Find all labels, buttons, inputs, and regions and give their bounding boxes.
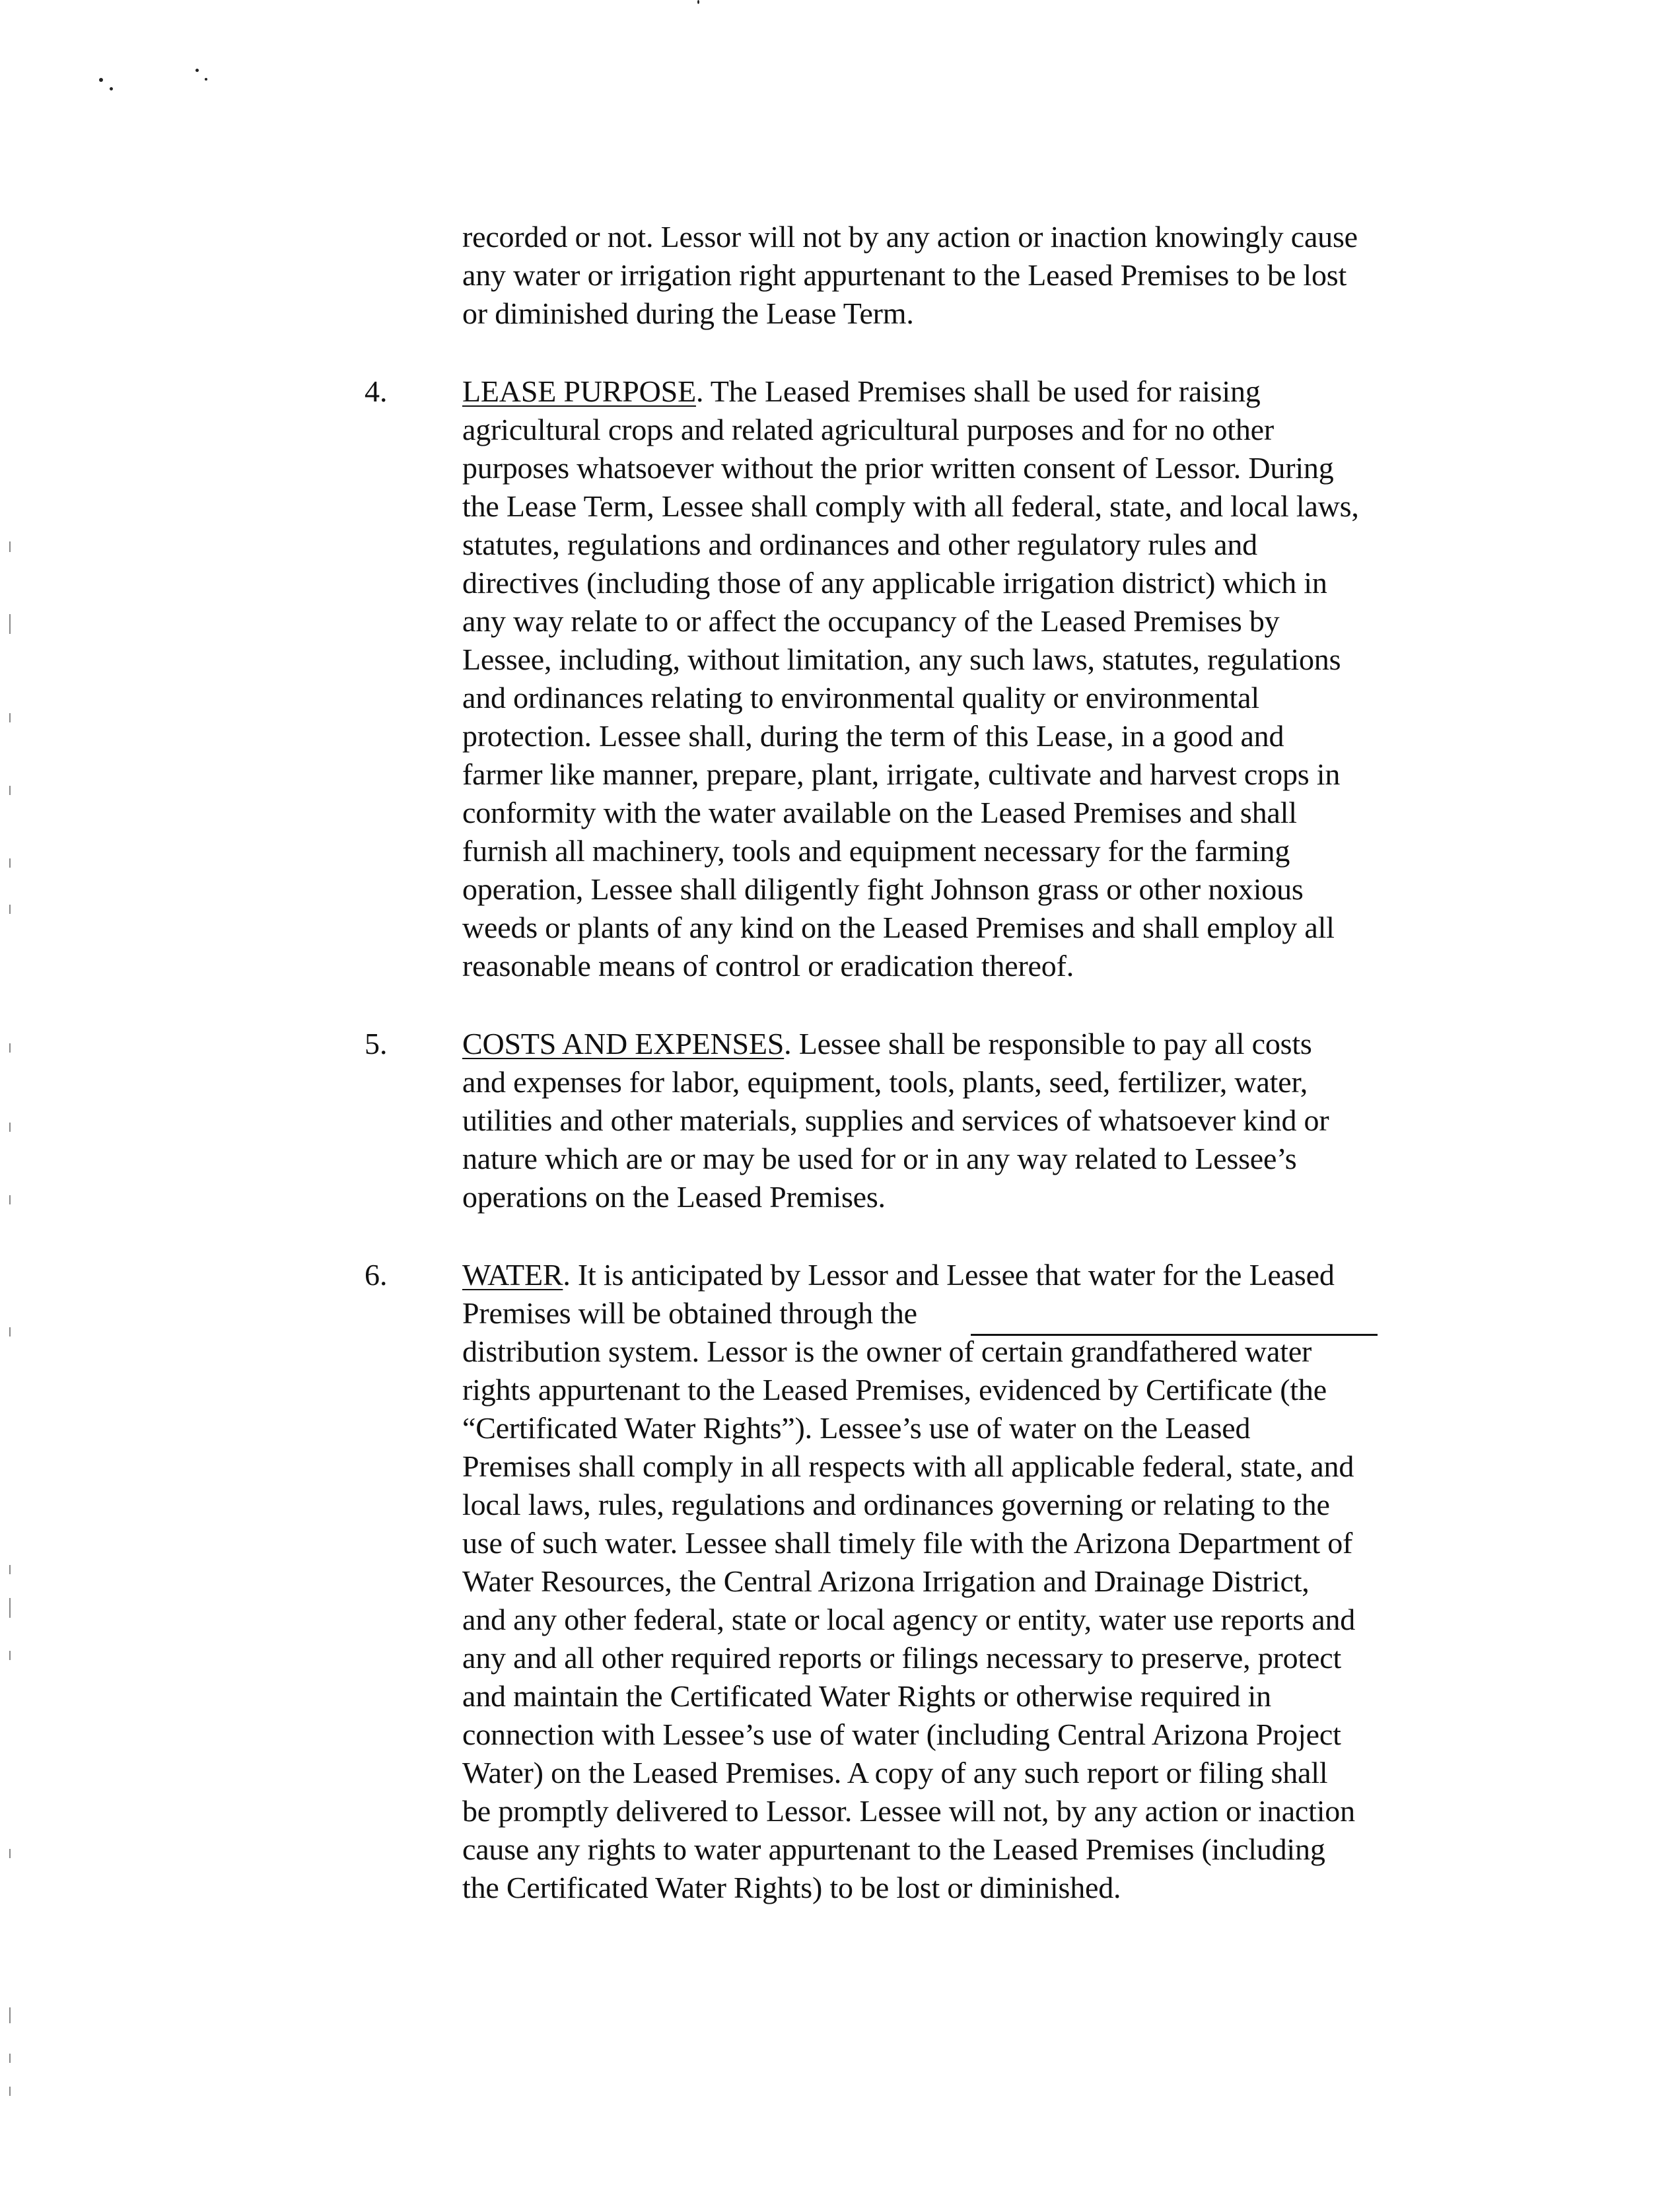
- section-line: the Lease Term, Lessee shall comply with all federal, state, and local laws,: [462, 489, 1359, 523]
- scan-edge-mark: [9, 1327, 11, 1336]
- section-line: utilities and other materials, supplies and services of whatsoever kind or: [462, 1103, 1329, 1137]
- scan-edge-mark: [9, 858, 11, 868]
- section-line-text: . It is anticipated by Lessor and Lessee that water for the Leased: [563, 1258, 1335, 1292]
- section-heading: COSTS AND EXPENSES: [462, 1027, 785, 1060]
- section-line: use of such water. Lessee shall timely file with the Arizona Department of: [462, 1526, 1353, 1560]
- scan-edge-mark: [9, 1123, 11, 1132]
- section-number: 5.: [365, 1027, 388, 1060]
- scan-edge-mark: [9, 2007, 11, 2023]
- section-line: and ordinances relating to environmental quality or environmental: [462, 681, 1259, 714]
- section-line: be promptly delivered to Lessor. Lessee will not, by any action or inaction: [462, 1794, 1355, 1828]
- scan-speck: [205, 78, 207, 81]
- section-line: reasonable means of control or eradication thereof.: [462, 949, 1074, 983]
- scan-edge-mark: [9, 2054, 11, 2063]
- section-line: the Certificated Water Rights) to be lost or diminished.: [462, 1871, 1121, 1904]
- section-line: distribution system. Lessor is the owner of certain grandfathered water: [462, 1335, 1312, 1368]
- scan-edge-mark: [9, 1565, 11, 1574]
- section-number: 4.: [365, 374, 388, 408]
- scan-edge-mark: [9, 541, 11, 552]
- scan-edge-mark: [9, 1043, 11, 1053]
- section-number: 6.: [365, 1258, 388, 1292]
- scan-speck: [110, 87, 113, 90]
- scan-speck: [195, 69, 199, 72]
- section-line: rights appurtenant to the Leased Premises, evidenced by Certificate (the: [462, 1373, 1327, 1406]
- scan-speck: [99, 78, 103, 82]
- section-line: Lessee, including, without limitation, any such laws, statutes, regulations: [462, 642, 1341, 676]
- scan-edge-mark: [9, 1598, 11, 1618]
- section-line: statutes, regulations and ordinances and other regulatory rules and: [462, 528, 1257, 561]
- scan-edge-mark: [9, 2087, 11, 2096]
- intro-line: recorded or not. Lessor will not by any action or inaction knowingly cause: [462, 220, 1358, 254]
- scan-edge-mark: [9, 1849, 11, 1858]
- section-line: purposes whatsoever without the prior written consent of Lessor. During: [462, 451, 1334, 485]
- section-line: “Certificated Water Rights”). Lessee’s use of water on the Leased: [462, 1411, 1251, 1445]
- section-line: agricultural crops and related agricultural purposes and for no other: [462, 413, 1275, 446]
- intro-line: any water or irrigation right appurtenant to the Leased Premises to be lost: [462, 258, 1347, 292]
- section-line: Premises will be obtained through the: [462, 1296, 917, 1330]
- section-line: Premises shall comply in all respects with all applicable federal, state, and: [462, 1449, 1354, 1483]
- section-heading: LEASE PURPOSE: [462, 374, 696, 408]
- section-line: weeds or plants of any kind on the Leased Premises and shall employ all: [462, 911, 1335, 944]
- section-line: cause any rights to water appurtenant to the Leased Premises (including: [462, 1832, 1325, 1866]
- section-first-line: [462, 1256, 1335, 1294]
- section-line: operations on the Leased Premises.: [462, 1180, 886, 1214]
- scan-edge-mark: [9, 905, 11, 914]
- intro-line: or diminished during the Lease Term.: [462, 296, 914, 330]
- scan-edge-mark: [9, 1195, 11, 1204]
- section-line: connection with Lessee’s use of water (including Central Arizona Project: [462, 1718, 1341, 1751]
- scan-edge-mark: [9, 786, 11, 795]
- section-line-text: . Lessee shall be responsible to pay all costs: [784, 1027, 1312, 1060]
- scan-edge-mark: [9, 614, 11, 634]
- section-line: local laws, rules, regulations and ordinances governing or relating to the: [462, 1488, 1330, 1521]
- section-line: Water Resources, the Central Arizona Irrigation and Drainage District,: [462, 1564, 1310, 1598]
- section-line: directives (including those of any applicable irrigation district) which in: [462, 566, 1327, 600]
- section-line: any way relate to or affect the occupancy of the Leased Premises by: [462, 604, 1280, 638]
- scan-speck: [697, 0, 699, 4]
- scan-edge-mark: [9, 713, 11, 722]
- section-line: conformity with the water available on the Leased Premises and shall: [462, 796, 1297, 829]
- section-line: furnish all machinery, tools and equipment necessary for the farming: [462, 834, 1290, 868]
- section-first-line: [462, 1025, 1312, 1063]
- section-line: and maintain the Certificated Water Rights or otherwise required in: [462, 1679, 1271, 1713]
- section-heading: WATER: [462, 1258, 563, 1292]
- scan-edge-mark: [9, 1651, 11, 1660]
- section-line-text: . The Leased Premises shall be used for raising: [695, 374, 1261, 408]
- section-line: protection. Lessee shall, during the term of this Lease, in a good and: [462, 719, 1284, 753]
- section-line: any and all other required reports or filings necessary to preserve, protect: [462, 1641, 1342, 1675]
- section-line: operation, Lessee shall diligently fight Johnson grass or other noxious: [462, 872, 1304, 906]
- section-line: Water) on the Leased Premises. A copy of any such report or filing shall: [462, 1756, 1328, 1789]
- section-line: and any other federal, state or local agency or entity, water use reports and: [462, 1603, 1356, 1636]
- section-line: nature which are or may be used for or in any way related to Lessee’s: [462, 1142, 1297, 1175]
- section-first-line: [462, 372, 1261, 411]
- section-line: and expenses for labor, equipment, tools, plants, seed, fertilizer, water,: [462, 1065, 1308, 1099]
- section-line: farmer like manner, prepare, plant, irrigate, cultivate and harvest crops in: [462, 757, 1341, 791]
